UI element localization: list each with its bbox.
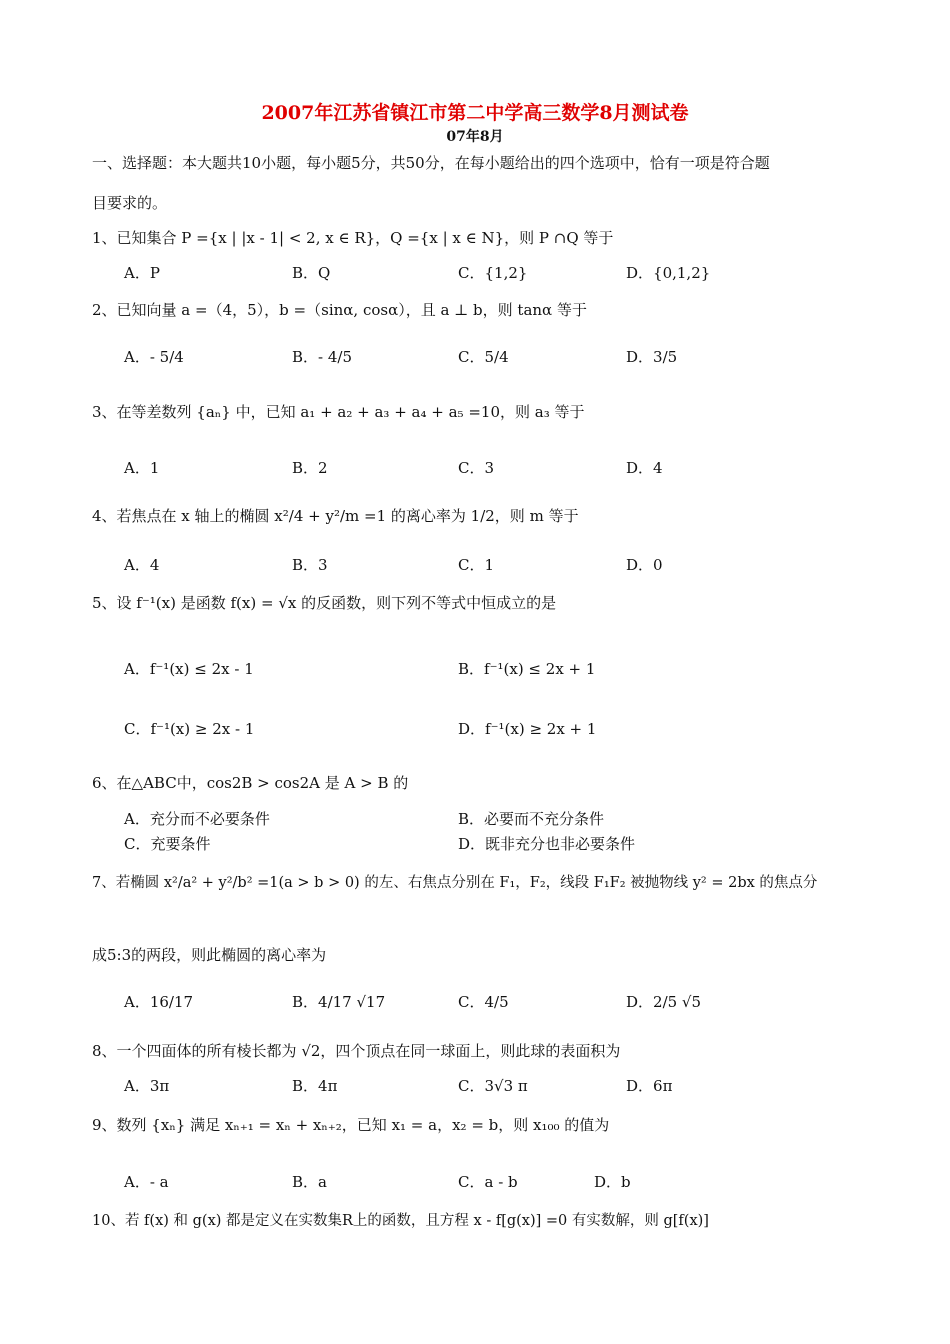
question-7-stem-line2: 成5:3的两段，则此椭圆的离心率为 (92, 946, 327, 964)
question-1-option-a: A．P (124, 264, 160, 282)
question-7-stem: 7、若椭圆 x²/a² + y²/b² =1(a > b > 0) 的左、右焦点分别在 F₁，F₂，线段 F₁F₂ 被抛物线 y² = 2bx 的焦点分 (92, 875, 818, 891)
question-5-option-b: B．f⁻¹(x) ≤ 2x + 1 (458, 660, 596, 678)
question-9-option-a: A．- a (124, 1173, 169, 1191)
question-8-option-c: C．3√3 π (458, 1077, 528, 1095)
question-5-option-c: C．f⁻¹(x) ≥ 2x - 1 (124, 720, 255, 738)
question-3-option-b: B．2 (292, 459, 328, 477)
question-2-option-d: D．3/5 (626, 348, 678, 366)
question-6-option-c: C．充要条件 (124, 835, 211, 853)
question-2-option-b: B．- 4/5 (292, 348, 353, 366)
section-intro-line1: 一、选择题：本大题共10小题，每小题5分，共50分，在每小题给出的四个选项中，恰有一项是符合题 (92, 154, 770, 172)
question-5-option-d: D．f⁻¹(x) ≥ 2x + 1 (458, 720, 597, 738)
question-6-option-a: A．充分而不必要条件 (124, 810, 270, 828)
question-6-stem: 6、在△ABC中，cos2B > cos2A 是 A > B 的 (92, 774, 409, 792)
question-7-option-d: D．2/5 √5 (626, 993, 702, 1011)
question-5-option-a: A．f⁻¹(x) ≤ 2x - 1 (124, 660, 254, 678)
question-8-option-d: D．6π (626, 1077, 673, 1095)
question-6-option-d: D．既非充分也非必要条件 (458, 835, 636, 853)
question-9-option-d: D．b (594, 1173, 631, 1191)
question-2-option-c: C．5/4 (458, 348, 509, 366)
question-2-option-a: A．- 5/4 (124, 348, 184, 366)
question-1-option-b: B．Q (292, 264, 331, 282)
question-4-option-d: D．0 (626, 556, 663, 574)
question-1-stem: 1、已知集合 P ={x | |x - 1| < 2, x ∈ R}，Q ={x | x ∈ N}，则 P ∩Q 等于 (92, 229, 614, 247)
question-7-option-b: B．4/17 √17 (292, 993, 386, 1011)
question-4-option-b: B．3 (292, 556, 328, 574)
question-3-option-a: A．1 (124, 459, 160, 477)
question-2-stem: 2、已知向量 a =（4，5），b =（sinα, cosα），且 a ⊥ b，则 tanα 等于 (92, 301, 587, 319)
question-4-option-c: C．1 (458, 556, 495, 574)
question-3-stem: 3、在等差数列 {aₙ} 中，已知 a₁ + a₂ + a₃ + a₄ + a₅ =10，则 a₃ 等于 (92, 403, 585, 421)
question-8-option-b: B．4π (292, 1077, 338, 1095)
question-3-option-c: C．3 (458, 459, 495, 477)
question-8-stem: 8、一个四面体的所有棱长都为 √2，四个顶点在同一球面上，则此球的表面积为 (92, 1042, 621, 1060)
question-9-stem: 9、数列 {xₙ} 满足 xₙ₊₁ = xₙ + xₙ₊₂，已知 x₁ = a，x₂ = b，则 x₁₀₀ 的值为 (92, 1116, 610, 1134)
question-7-option-c: C．4/5 (458, 993, 509, 1011)
question-3-option-d: D．4 (626, 459, 663, 477)
question-1-option-d: D．{0,1,2} (626, 264, 711, 282)
section-intro-line2: 目要求的。 (92, 194, 168, 212)
question-1-option-c: C．{1,2} (458, 264, 528, 282)
question-10-stem: 10、若 f(x) 和 g(x) 都是定义在实数集R上的函数，且方程 x - f[g(x)] =0 有实数解，则 g[f(x)] (92, 1213, 709, 1229)
question-8-option-a: A．3π (124, 1077, 170, 1095)
question-7-option-a: A．16/17 (124, 993, 194, 1011)
question-4-option-a: A．4 (124, 556, 160, 574)
question-6-option-b: B．必要而不充分条件 (458, 810, 605, 828)
page-date: 07年8月 (446, 129, 504, 145)
page-title: 2007年江苏省镇江市第二中学高三数学8月测试卷 (261, 102, 689, 124)
question-9-option-b: B．a (292, 1173, 327, 1191)
question-5-stem: 5、设 f⁻¹(x) 是函数 f(x) = √x 的反函数，则下列不等式中恒成立的是 (92, 594, 557, 612)
question-4-stem: 4、若焦点在 x 轴上的椭圆 x²/4 + y²/m =1 的离心率为 1/2，则 m 等于 (92, 507, 579, 525)
question-9-option-c: C．a - b (458, 1173, 518, 1191)
